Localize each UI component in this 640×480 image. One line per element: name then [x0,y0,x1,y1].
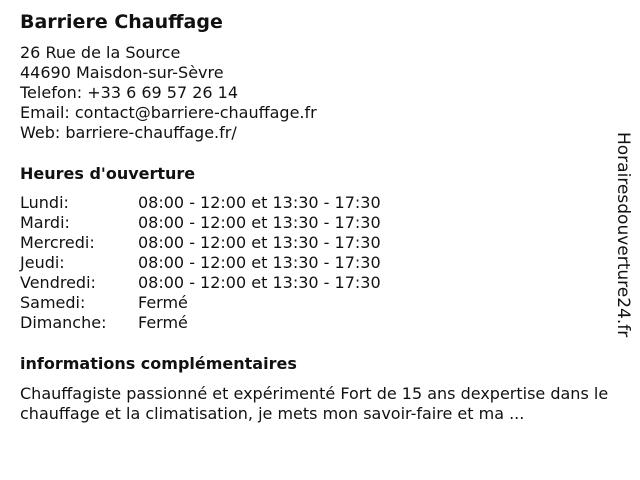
address-street: 26 Rue de la Source [20,43,181,62]
day-label: Mercredi: [20,233,95,252]
additional-info-heading: informations complémentaires [20,354,297,373]
day-hours: 08:00 - 12:00 et 13:30 - 17:30 [138,273,381,292]
day-hours: 08:00 - 12:00 et 13:30 - 17:30 [138,233,381,252]
day-hours: 08:00 - 12:00 et 13:30 - 17:30 [138,213,381,232]
contact-block [20,43,317,143]
hours-row-mardi [20,213,381,233]
day-hours: 08:00 - 12:00 et 13:30 - 17:30 [138,193,381,212]
day-label: Mardi: [20,213,70,232]
watermark-site-name: Horairesdouverture24.fr [613,132,633,338]
business-name: Barriere Chauffage [20,11,223,33]
opening-hours-heading: Heures d'ouverture [20,164,196,183]
hours-row-samedi [20,293,381,313]
day-label: Dimanche: [20,313,107,332]
hours-row-jeudi [20,253,381,273]
hours-row-lundi [20,193,381,213]
address-city: 44690 Maisdon-sur-Sèvre [20,63,224,82]
hours-row-dimanche [20,313,381,333]
day-label: Samedi: [20,293,86,312]
phone-line: Telefon: +33 6 69 57 26 14 [20,83,239,102]
business-description: Chauffagiste passionné et expérimenté Fort de 15 ans dexpertise dans le chauffage et la climatisation, je mets mon savoir-faire et ma ... [20,384,609,423]
email-line: Email: contact@barriere-chauffage.fr [20,103,317,122]
hours-row-vendredi [20,273,381,293]
day-label: Lundi: [20,193,69,212]
day-label: Vendredi: [20,273,96,292]
day-hours: Fermé [138,313,188,332]
hours-row-mercredi [20,233,381,253]
web-line: Web: barriere-chauffage.fr/ [20,123,237,142]
day-label: Jeudi: [20,253,65,272]
day-hours: 08:00 - 12:00 et 13:30 - 17:30 [138,253,381,272]
opening-hours-table [20,193,381,333]
day-hours: Fermé [138,293,188,312]
